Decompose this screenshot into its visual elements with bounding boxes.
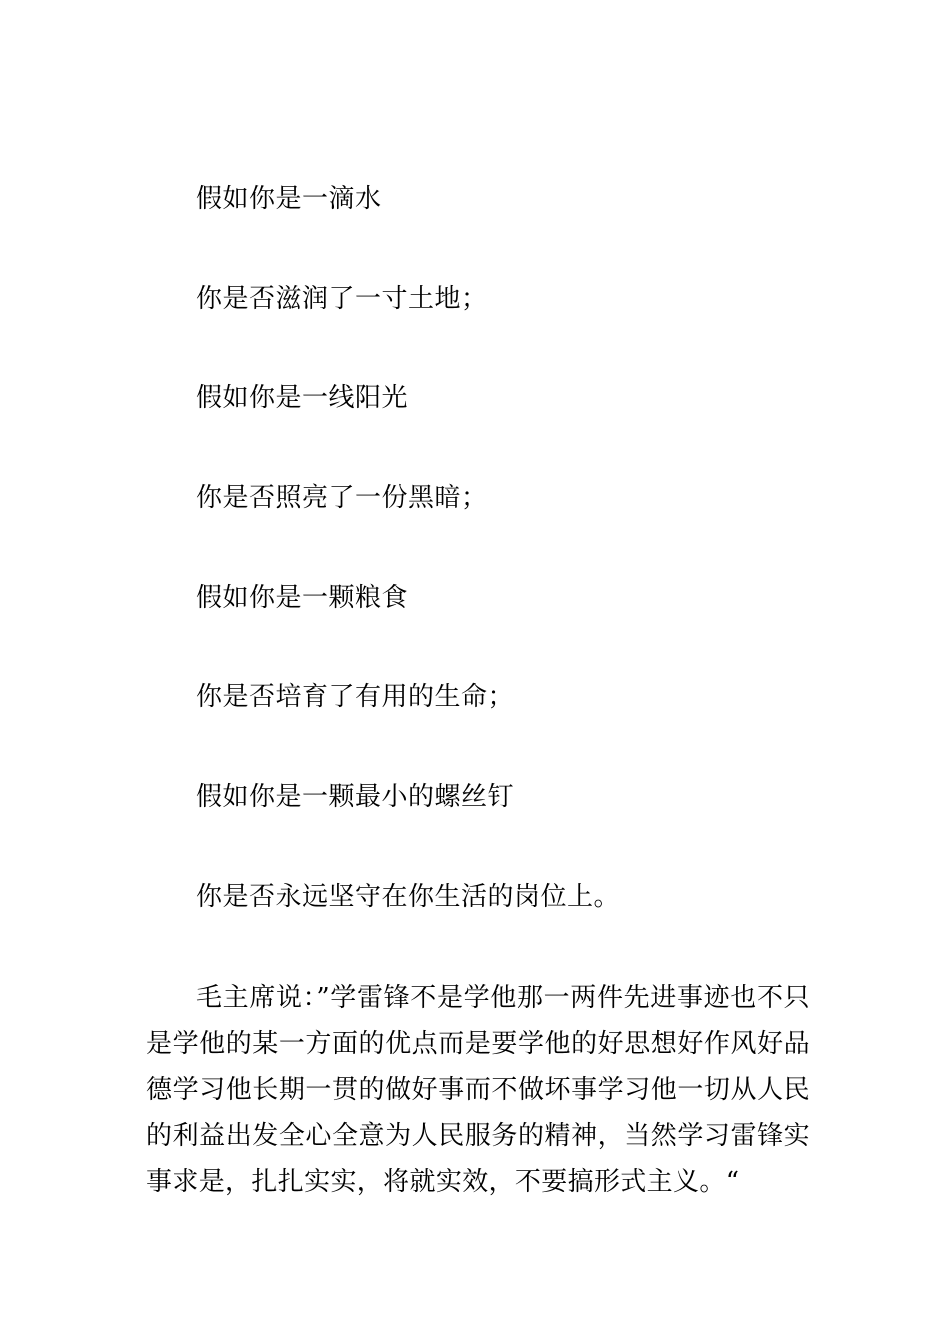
poem-line: 你是否培育了有用的生命； bbox=[196, 682, 515, 713]
poem bbox=[146, 176, 826, 974]
poem-line: 你是否照亮了一份黑暗； bbox=[196, 483, 488, 514]
poem-line: 假如你是一颗粮食 bbox=[196, 582, 409, 613]
poem-line: 假如你是一颗最小的螺丝钉 bbox=[196, 782, 515, 813]
poem-line: 你是否滋润了一寸土地； bbox=[196, 283, 488, 314]
poem-line: 你是否永远坚守在你生活的岗位上。 bbox=[196, 881, 621, 912]
body-paragraph: 毛主席说：”学雷锋不是学他那一两件先进事迹也不只是学他的某一方面的优点而是要学他的好思想好作风好品德学习他长期一贯的做好事而不做坏事学习他一切从人民的利益出发全心全意为人民服务的精神，当然学习雷锋实事求是，扎扎实实，将就实效，不要搞形式主义。“ bbox=[146, 983, 810, 1197]
poem-line: 假如你是一线阳光 bbox=[196, 383, 409, 414]
poem-line: 假如你是一滴水 bbox=[196, 184, 382, 214]
